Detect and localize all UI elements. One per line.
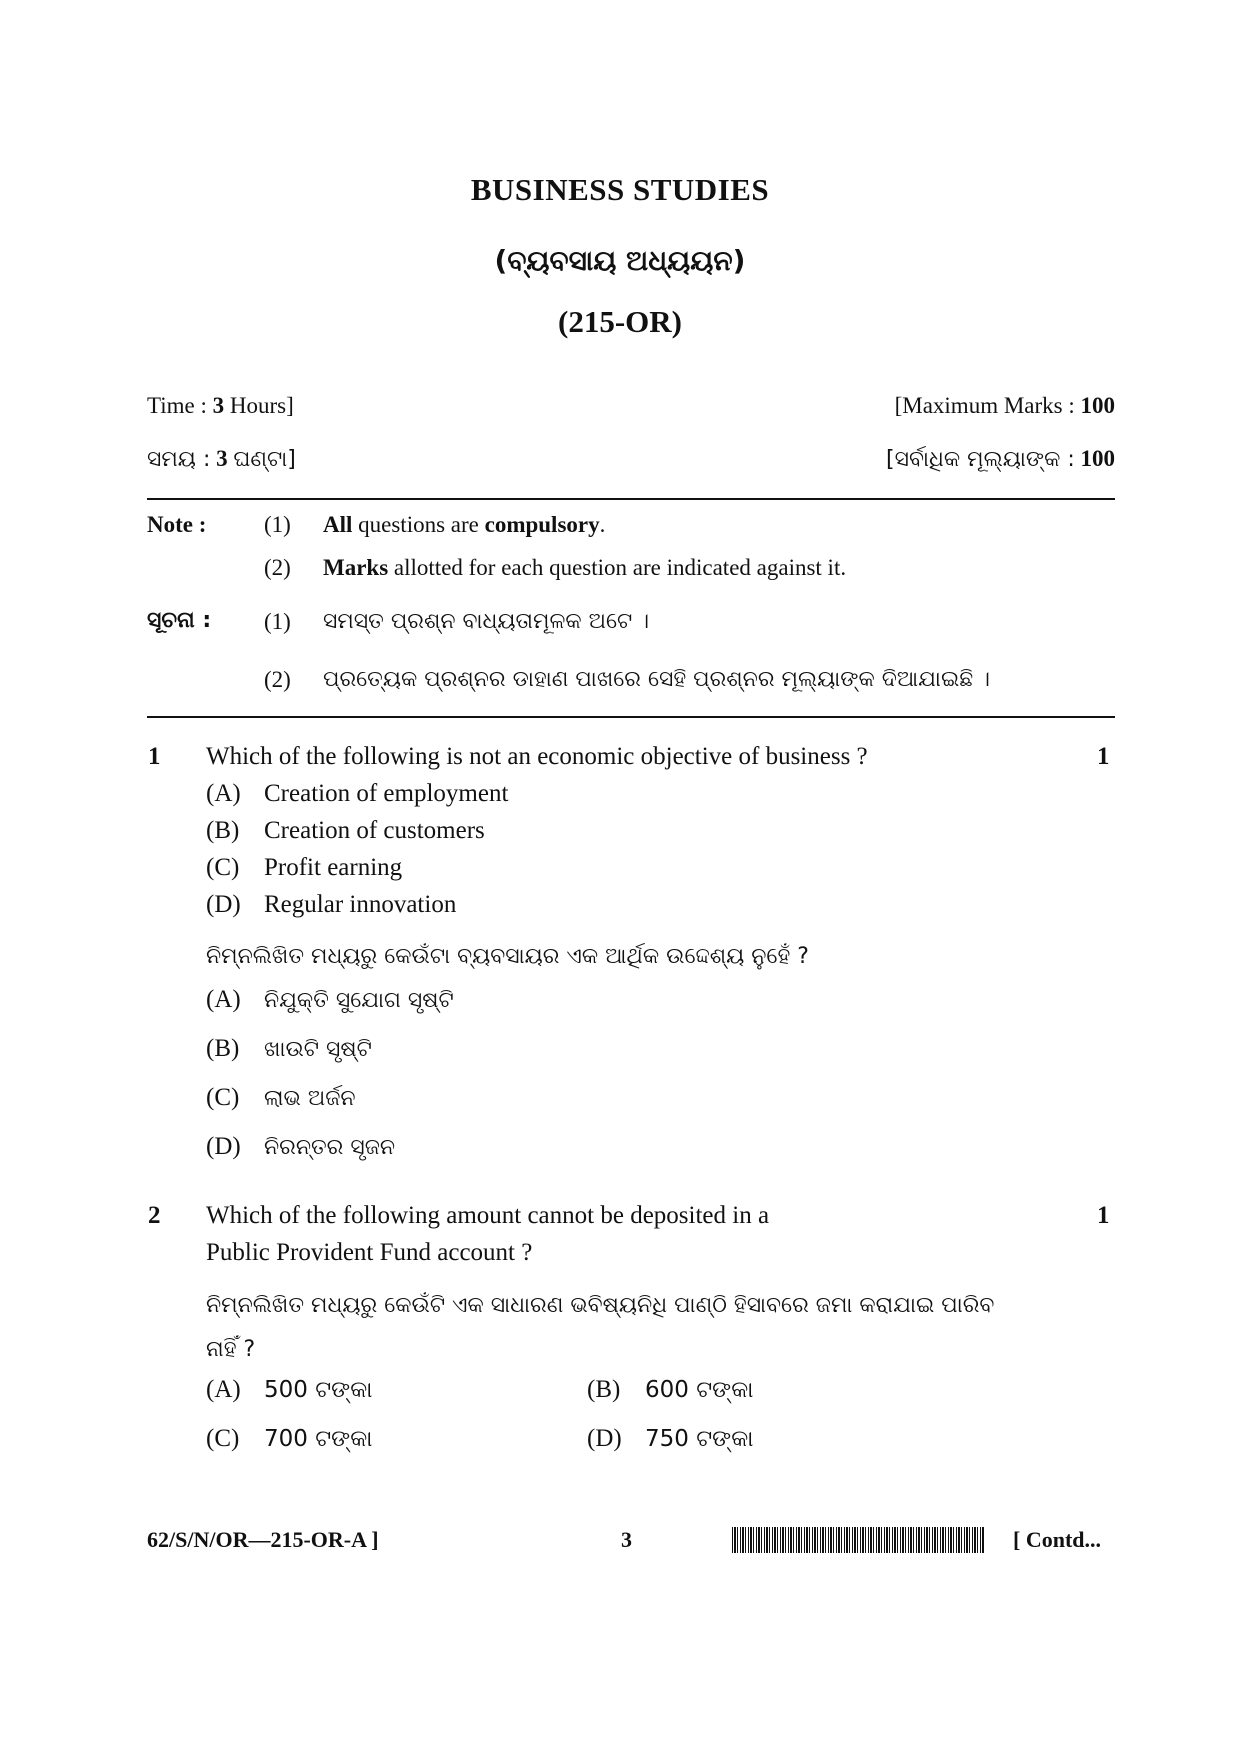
note-label: Note : <box>147 512 207 537</box>
time-label-odia: ସମୟ : <box>147 447 211 472</box>
max-marks-value: 100 <box>1080 393 1115 418</box>
question-1-text: Which of the following is not an economic objective of business ? <box>206 743 868 770</box>
question-2-text-line-1: Which of the following amount cannot be deposited in a <box>206 1202 770 1229</box>
option-text: 500 ଟଙ୍କା <box>264 1377 373 1403</box>
question-1-option-a <box>206 780 508 808</box>
time-value-odia: 3 <box>216 446 228 471</box>
option-text: Creation of customers <box>264 817 485 844</box>
max-marks-odia <box>886 446 1115 472</box>
question-2-text-odia-line-1: ନିମ୍ନଲିଖିତ ମଧ୍ୟରୁ କେଉଁଟି ଏକ ସାଧାରଣ ଭବିଷ୍ୟନିଧି ପାଣ୍ଠି ହିସାବରେ ଜମା କରାଯାଇ ପାରିବ <box>206 1293 995 1318</box>
option-label: (C) <box>206 1425 240 1452</box>
time-value: 3 <box>212 393 225 418</box>
paper-code: (215-OR) <box>558 304 682 339</box>
question-1-number: 1 <box>148 743 161 770</box>
question-1-option-odia-a <box>206 986 454 1014</box>
note-2-text <box>323 555 846 581</box>
note-2-bold: Marks <box>323 555 389 580</box>
paper-title: BUSINESS STUDIES <box>470 172 770 207</box>
question-2-option-c <box>206 1425 372 1453</box>
note-2-text-a: allotted for each question are indicated against it. <box>388 555 847 580</box>
question-1-option-c <box>206 854 402 882</box>
question-2-marks: 1 <box>1097 1202 1110 1229</box>
question-1-option-odia-d <box>206 1133 395 1161</box>
option-text: ଲାଭ ଅର୍ଜନ <box>264 1086 356 1111</box>
note-1-bold: All <box>323 512 353 537</box>
note-odia-1-text: ସମସ୍ତ ପ୍ରଶ୍ନ ବାଧ୍ୟତାମୂଳକ ଅଟେ । <box>323 609 650 634</box>
divider-notes <box>147 716 1115 718</box>
question-2-option-a <box>206 1376 372 1404</box>
option-label: (B) <box>206 1035 240 1062</box>
option-text: ନିଯୁକ୍ତି ସୁଯୋଗ ସୃଷ୍ଟି <box>264 988 454 1013</box>
question-2-option-d <box>587 1425 753 1453</box>
question-1-text-odia: ନିମ୍ନଲିଖିତ ମଧ୍ୟରୁ କେଉଁଟା ବ୍ୟବସାୟର ଏକ ଆର୍ଥିକ ଉଦ୍ଦେଶ୍ୟ ନୁହେଁ ? <box>206 944 809 969</box>
max-marks-value-odia: 100 <box>1080 446 1115 471</box>
time-label: Time : <box>147 393 207 418</box>
option-label: (D) <box>587 1425 622 1452</box>
max-marks <box>895 393 1115 419</box>
option-label: (C) <box>206 854 240 881</box>
option-label: (D) <box>206 891 241 918</box>
question-2-text <box>206 1197 1086 1271</box>
footer-page-number: 3 <box>621 1527 632 1552</box>
option-text: 750 ଟଙ୍କା <box>645 1426 754 1452</box>
note-1-num: (1) <box>264 512 291 537</box>
option-text: Profit earning <box>264 854 403 881</box>
note-1-text-a: questions are <box>352 512 485 537</box>
option-text: ନିରନ୍ତର ସୃଜନ <box>264 1135 396 1160</box>
option-label: (B) <box>206 817 240 844</box>
question-1-option-odia-b <box>206 1035 372 1063</box>
max-marks-label-odia: [ସର୍ବାଧିକ ମୂଲ୍ୟାଙ୍କ : <box>886 447 1075 472</box>
note-1-bold-2: compulsory <box>484 512 600 537</box>
note-odia-1-num: (1) <box>264 609 291 634</box>
paper-subtitle-odia: (ବ୍ୟବସାୟ ଅଧ୍ୟୟନ) <box>494 244 746 277</box>
time-marks-row-odia <box>147 446 1115 472</box>
note-1-text-b: . <box>599 512 606 537</box>
option-text: 600 ଟଙ୍କା <box>645 1377 754 1403</box>
question-1-marks: 1 <box>1097 743 1110 770</box>
option-label: (C) <box>206 1084 240 1111</box>
footer-paper-code: 62/S/N/OR—215-OR-A ] <box>147 1527 379 1552</box>
time-unit-odia: ଘଣ୍ଟା] <box>233 447 296 472</box>
option-label: (D) <box>206 1133 241 1160</box>
option-text: Regular innovation <box>264 891 457 918</box>
question-2-text-line-2: Public Provident Fund account ? <box>206 1239 533 1266</box>
option-label: (A) <box>206 986 241 1013</box>
option-label: (A) <box>206 780 241 807</box>
option-label: (A) <box>206 1376 241 1403</box>
note-2-num: (2) <box>264 555 291 580</box>
question-2-number: 2 <box>148 1202 161 1229</box>
question-2-option-b <box>587 1376 753 1404</box>
question-1-option-odia-c <box>206 1084 356 1112</box>
question-2-text-odia <box>206 1284 1086 1372</box>
option-text: 700 ଟଙ୍କା <box>264 1426 373 1452</box>
divider-top <box>147 498 1115 500</box>
question-1-option-b <box>206 817 485 845</box>
option-text: ଖାଉଟି ସୃଷ୍ଟି <box>264 1037 372 1062</box>
question-2-text-odia-line-2: ନାହିଁ ? <box>206 1337 256 1362</box>
max-marks-label: [Maximum Marks : <box>894 393 1075 418</box>
note-label-odia: ସୂଚନା : <box>147 608 212 633</box>
time-marks-row <box>147 393 1115 419</box>
time-unit: Hours] <box>229 393 294 418</box>
note-odia-2-text: ପ୍ରତ୍ୟେକ ପ୍ରଶ୍ନର ଡାହାଣ ପାଖରେ ସେହି ପ୍ରଶ୍ନର ମୂଲ୍ୟାଙ୍କ ଦିଆଯାଇଛି । <box>323 667 991 692</box>
question-1-option-d <box>206 891 456 919</box>
note-odia-2-num: (2) <box>264 667 291 692</box>
option-text: Creation of employment <box>264 780 509 807</box>
footer-contd: [ Contd... <box>1013 1527 1102 1552</box>
option-label: (B) <box>587 1376 621 1403</box>
note-1-text <box>323 512 605 538</box>
barcode-image <box>732 1527 984 1553</box>
